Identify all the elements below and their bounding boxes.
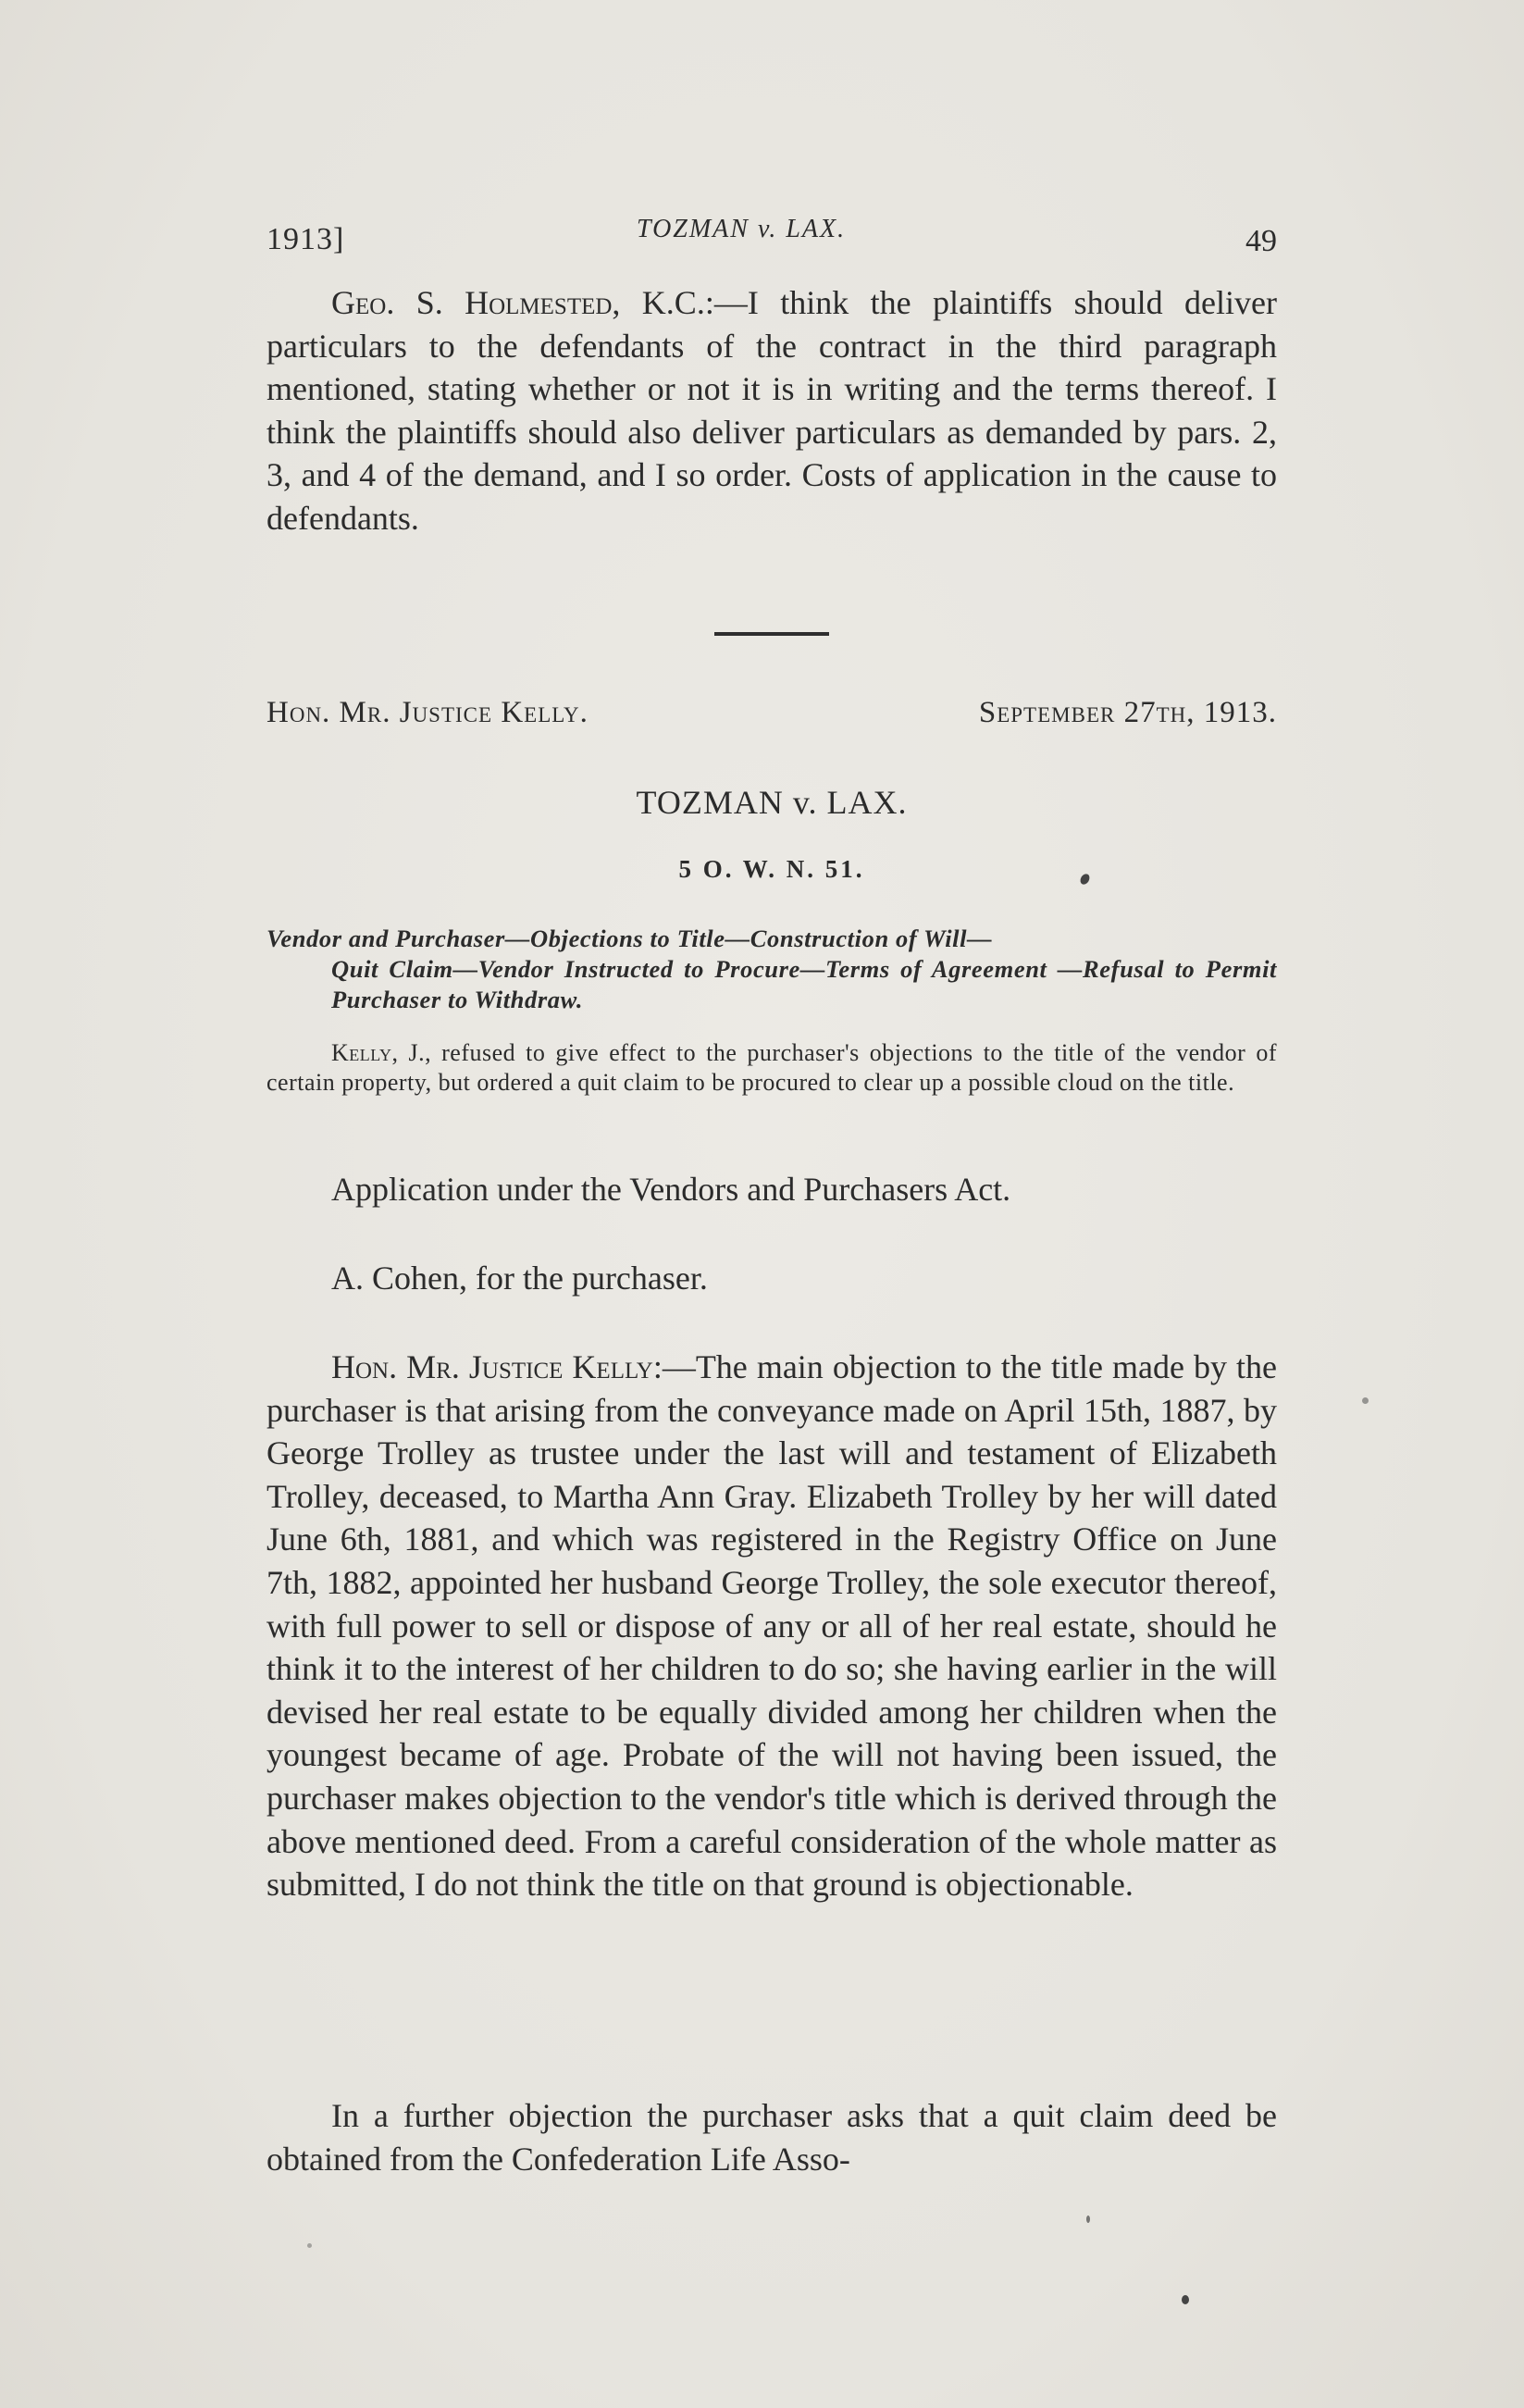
counsel-paragraph: A. Cohen, for the purchaser. [331, 1260, 708, 1297]
holmested-text: :—I think the plaintiffs should deliver particulars to the defendants of the contract in the third paragraph mentioned, stating whether or not it is in writing and the terms thereof. I think the plaintiffs should also deliver particulars as demanded by pars. 2, 3, and 4 of the demand, and I so order. Costs of application in the cause to defendants. [266, 284, 1277, 537]
paper-speck [1362, 1397, 1369, 1404]
judge-name: Hon. Mr. Justice Kelly. [266, 696, 589, 729]
judge-date-line [266, 696, 1277, 742]
further-objection-paragraph: In a further objection the purchaser asks that a quit claim deed be obtained from the Confederation Life Asso- [266, 2097, 1277, 2178]
headnote-text: , refused to give effect to the purchaser's objections to the title of the vendor of certain property, but ordered a quit claim to be procured to clear up a possible cloud on the title. [266, 1039, 1278, 1096]
page-number: 49 [1245, 224, 1277, 258]
judgment-speaker: Hon. Mr. Justice Kelly [331, 1348, 653, 1385]
judgment-date: September 27th, 1913. [978, 696, 1277, 729]
judgment-paragraph [266, 1346, 1277, 1906]
section-divider [714, 632, 829, 636]
running-head [266, 215, 1277, 261]
judgment-text: :—The main objection to the title made by the purchaser is that arising from the conveyance made on April 15th, 1887, by George Trolley as trustee under the last will and testament of Elizabeth Trolley, deceased, to Martha Ann Gray. Elizabeth Trolley by her will dated June 6th, 1881, and which was registered in the Registry Office on June 7th, 1882, appointed her husband George Trolley, the sole executor thereof, with full power to sell or dispose of any or all of her real estate, should he think it to the interest of her children to do so; she having earlier in the will devised her real estate to be equally divided among her children when the youngest became of age. Probate of the will not having been issued, the purchaser makes objection to the vendor's title which is derived through the above mentioned deed. From a careful consideration of the whole matter as submitted, I do not think the title on that ground is objectionable. [266, 1348, 1278, 1904]
holmested-paragraph [266, 281, 1277, 540]
holmested-speaker: Geo. S. Holmested, K.C. [331, 284, 705, 321]
paper-speck [1182, 2295, 1189, 2304]
paper-speck [1086, 2216, 1090, 2223]
headnote-judge: Kelly, J. [331, 1039, 426, 1066]
running-head-title: TOZMAN v. LAX. [637, 215, 847, 243]
headnote [266, 1038, 1277, 1098]
catchwords-rest: Quit Claim—Vendor Instructed to Procure—Terms of Agreement —Refusal to Permit Purchaser to Withdraw. [331, 955, 1277, 1013]
catchwords [266, 924, 1277, 1015]
case-title: TOZMAN v. LAX. [636, 784, 908, 821]
catchwords-line-1: Vendor and Purchaser—Objections to Title—Construction of Will— [266, 925, 993, 952]
paper-speck [307, 2243, 312, 2248]
application-paragraph: Application under the Vendors and Purchasers Act. [331, 1171, 1011, 1208]
case-citation: 5 O. W. N. 51. [678, 855, 865, 883]
running-head-year: 1913] [266, 222, 345, 256]
